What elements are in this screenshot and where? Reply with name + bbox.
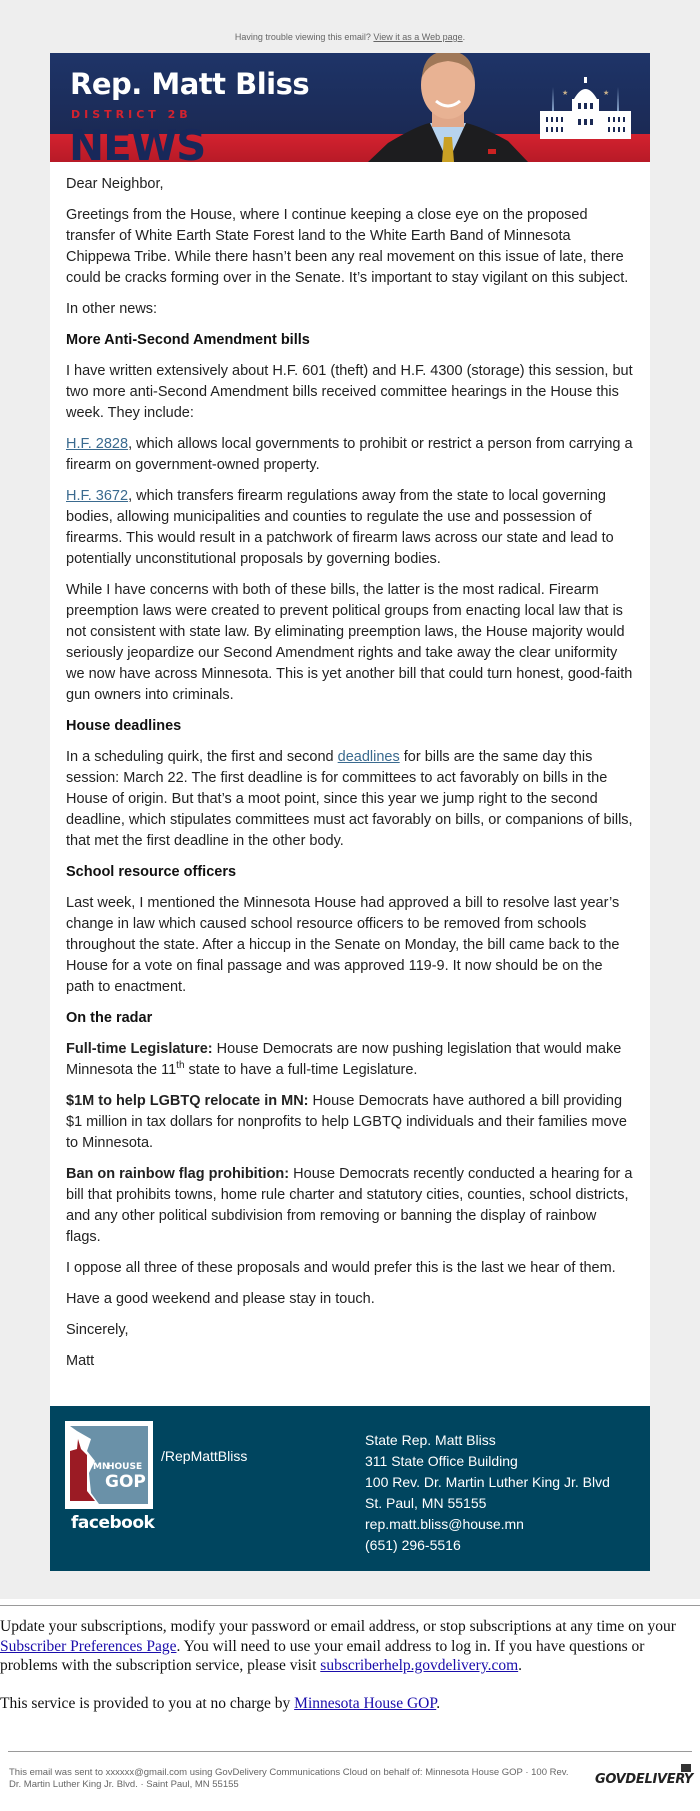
intro-paragraph: Greetings from the House, where I continue keeping a close eye on the proposed transfer of White Earth State Forest land to the White Earth Band of Minnesota Chippewa Tribe. While there hasn’t been any real movement on this issue of late, there could be cracks forming over in the Senate. It’s important to stay vigilant on this subject. xyxy=(66,207,629,286)
address-city: St. Paul, MN 55155 xyxy=(365,1495,487,1511)
section-heading-sro: School resource officers xyxy=(66,864,237,880)
sender-info xyxy=(0,1752,700,1802)
hf2828-description: , which allows local governments to prohibit or restrict a person from carrying a firearm on government-owned property. xyxy=(66,436,633,473)
section-heading-radar: On the radar xyxy=(66,1010,153,1026)
subscription-paragraph xyxy=(0,1617,700,1676)
contact-address xyxy=(365,1430,610,1556)
radar-item-text: House Democrats have authored a bill providing $1 million in tax dollars for nonprofits to help LGBTQ individuals and their families move to Minnesota. xyxy=(66,1093,627,1151)
ordinal-suffix: th xyxy=(176,1060,185,1072)
portrait-photo-icon xyxy=(368,53,528,162)
mn-house-gop-logo-icon[interactable] xyxy=(65,1421,153,1509)
signoff: Sincerely, xyxy=(66,1322,129,1338)
preheader xyxy=(0,30,700,44)
contact-email[interactable]: rep.matt.bliss@house.mn xyxy=(365,1516,524,1532)
deadlines-link[interactable]: deadlines xyxy=(337,749,400,765)
subscription-text: Update your subscriptions, modify your password or email address, or stop subscriptions at any time on your xyxy=(0,1618,676,1635)
subscriber-help-link[interactable]: subscriberhelp.govdelivery.com xyxy=(320,1657,519,1674)
capitol-building-icon xyxy=(538,75,633,139)
header-banner xyxy=(50,53,650,162)
banner-district: DISTRICT 2B xyxy=(71,108,192,121)
svg-text:★: ★ xyxy=(603,89,610,97)
preheader-suffix: . xyxy=(462,32,466,42)
hf2828-link[interactable]: H.F. 2828 xyxy=(66,436,129,452)
email-body xyxy=(50,162,650,1402)
email-card xyxy=(50,53,650,1571)
minnesota-house-gop-link[interactable]: Minnesota House GOP xyxy=(294,1694,437,1712)
other-news-label: In other news: xyxy=(66,301,158,317)
radar-item-text: House Democrats recently conducted a hearing for a bill that prohibits towns, home rule charter and statutory cities, counties, school districts, and any other political subdivision from removing or banning the display of rainbow flags. xyxy=(66,1166,633,1245)
radar-item-label: $1M to help LGBTQ relocate in MN: xyxy=(66,1093,309,1109)
greeting: Dear Neighbor, xyxy=(66,176,164,192)
deadlines-text-after: for bills are the same day this session: March 22. The first deadline is for committees to act favorably on bills in the House of origin. But that’s a moot point, since this year we jump right to the second deadline, which stipulates committees must act favorably on bills, or companions of bills, that met the first deadline in the other body. xyxy=(66,749,633,849)
radar-item-full-time xyxy=(66,1039,634,1081)
radar-item-label: Full-time Legislature: xyxy=(66,1041,213,1057)
radar-item-lgbtq xyxy=(66,1091,634,1154)
radar-item-text-end: state to have a full-time Legislature. xyxy=(184,1062,418,1078)
radar-item-text: House Democrats are now pushing legislation that would make Minnesota the 11 xyxy=(66,1041,622,1078)
provided-by-paragraph xyxy=(0,1694,700,1714)
contact-phone: (651) 296-5516 xyxy=(365,1537,461,1553)
facebook-label[interactable]: facebook xyxy=(71,1513,155,1533)
radar-item-rainbow-flag xyxy=(66,1164,634,1248)
signature: Matt xyxy=(66,1353,95,1369)
section-heading-second-amendment: More Anti-Second Amendment bills xyxy=(66,332,310,348)
view-web-page-link[interactable]: View it as a Web page xyxy=(373,32,463,42)
subscriber-preferences-link[interactable]: Subscriber Preferences Page xyxy=(0,1637,177,1655)
subscription-notice xyxy=(0,1606,700,1713)
contact-footer xyxy=(50,1406,650,1571)
second-amendment-paragraph: I have written extensively about H.F. 601 (theft) and H.F. 4300 (storage) this session, but two more anti-Second Amendment bills received committee hearings in the House this week. They include: xyxy=(66,363,633,421)
provided-text: This service is provided to you at no charge by xyxy=(0,1694,295,1712)
hf3672-description: , which transfers firearm regulations away from the state to local governing bodies, allowing municipalities and counties to regulate the use and possession of firearms. This would result in a patchwork of firearm laws across our state and lead to potentially unconstitutional proposals by governing bodies. xyxy=(66,488,614,567)
hf3672-link[interactable]: H.F. 3672 xyxy=(66,488,129,504)
subscription-text: . xyxy=(518,1657,523,1674)
facebook-handle-link[interactable]: /RepMattBliss xyxy=(161,1448,248,1464)
radar-item-label: Ban on rainbow flag prohibition: xyxy=(66,1166,290,1182)
govdelivery-logo[interactable]: GOVDELIVERY xyxy=(595,1772,693,1787)
address-office: 311 State Office Building xyxy=(365,1453,518,1469)
banner-title: Rep. Matt Bliss xyxy=(70,67,310,101)
address-name: State Rep. Matt Bliss xyxy=(365,1432,496,1448)
svg-text:★: ★ xyxy=(562,89,569,97)
sro-paragraph: Last week, I mentioned the Minnesota House had approved a bill to resolve last year’s change in law which caused school resource officers to be removed from schools throughout the state. After a hiccup in the Senate on Monday, the bill came back to the House for a vote on final passage and was approved 119-9. It now should be on the path to enactment. xyxy=(66,895,620,995)
banner-news: NEWS xyxy=(69,121,206,162)
section-heading-deadlines: House deadlines xyxy=(66,718,182,734)
sent-to-text: This email was sent to xxxxxx@gmail.com using GovDelivery Communications Cloud on behalf of: Minnesota House GOP · 100 Rev. Dr. Martin Luther King Jr. Blvd. · Saint Paul, MN 55155 xyxy=(9,1767,569,1790)
bill-item-hf3672 xyxy=(66,486,634,570)
bill-item-hf2828 xyxy=(66,434,634,476)
svg-text:MN: MN xyxy=(93,1462,110,1472)
provided-text: . xyxy=(436,1694,441,1712)
svg-text:GOP: GOP xyxy=(105,1472,146,1492)
closing-weekend: Have a good weekend and please stay in touch. xyxy=(66,1291,375,1307)
preemption-paragraph: While I have concerns with both of these bills, the latter is the most radical. Firearm preemption laws were created to prevent political groups from enacting local law that is not consistent with state law. By eliminating preemption laws, the House majority would seriously jeopardize our Second Amendment rights and take away the clear uniformity we now have across Minnesota. This is yet another bill that could turn honest, good-faith gun owners into criminals. xyxy=(66,582,633,703)
envelope-icon xyxy=(681,1764,691,1772)
address-street: 100 Rev. Dr. Martin Luther King Jr. Blvd xyxy=(365,1474,610,1490)
closing-opposition: I oppose all three of these proposals and would prefer this is the last we hear of them. xyxy=(66,1260,616,1276)
deadlines-paragraph xyxy=(66,747,634,852)
svg-text:HOUSE: HOUSE xyxy=(107,1462,143,1472)
subscription-text: . You will need to use your email address to log in. If you have questions or problems with the subscription service, please visit xyxy=(0,1637,645,1674)
deadlines-text-before: In a scheduling quirk, the first and second xyxy=(66,749,338,765)
preheader-text: Having trouble viewing this email? xyxy=(234,32,371,42)
